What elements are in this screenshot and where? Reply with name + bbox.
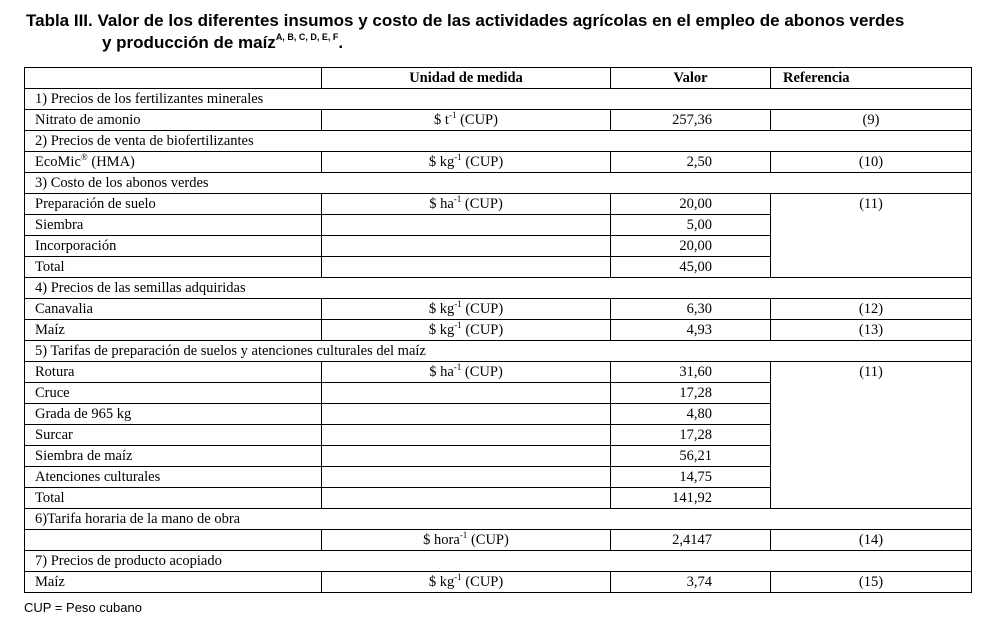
footnote: CUP = Peso cubano (24, 600, 142, 615)
row-reference: (11) (771, 362, 972, 509)
header-blank (25, 68, 322, 89)
row-reference: (14) (771, 530, 972, 551)
row-label: Cruce (25, 383, 322, 404)
row-reference: (12) (771, 299, 972, 320)
row-value: 3,74 (611, 572, 771, 593)
row-label: Preparación de suelo (25, 194, 322, 215)
row-unit (322, 215, 611, 236)
section-title: 5) Tarifas de preparación de suelos y atenciones culturales del maíz (25, 341, 972, 362)
title-period: . (338, 33, 344, 52)
section-row (25, 89, 972, 110)
row-unit: $ $kg^{-1}$ (CUP) (322, 152, 611, 173)
row-unit (322, 467, 611, 488)
row-unit (322, 404, 611, 425)
row-label: Incorporación (25, 236, 322, 257)
row-value: 4,93 (611, 320, 771, 341)
row-label: Surcar (25, 425, 322, 446)
row-value: 20,00 (611, 236, 771, 257)
row-unit (322, 257, 611, 278)
row-reference: (11) (771, 194, 972, 278)
row-unit: $ $ha^{-1}$ (CUP) (322, 362, 611, 383)
row-unit (322, 236, 611, 257)
row-value: 6,30 (611, 299, 771, 320)
row-value: 17,28 (611, 383, 771, 404)
section-row (25, 509, 972, 530)
table-title (26, 10, 976, 54)
row-label: EcoMic® (HMA) (25, 152, 322, 173)
section-title: 7) Precios de producto acopiado (25, 551, 972, 572)
row-unit: $ $kg^{-1}$ (CUP) (322, 572, 611, 593)
row-value: 31,60 (611, 362, 771, 383)
row-reference: (13) (771, 320, 972, 341)
row-label: Total (25, 257, 322, 278)
section-title: 1) Precios de los fertilizantes minerales (25, 89, 972, 110)
row-value: 5,00 (611, 215, 771, 236)
table-row (25, 320, 972, 341)
row-unit (322, 425, 611, 446)
row-label: Siembra (25, 215, 322, 236)
row-value: 17,28 (611, 425, 771, 446)
row-unit (322, 446, 611, 467)
title-line-2-text: y producción de maíz (102, 33, 276, 52)
row-label: Grada de 965 kg (25, 404, 322, 425)
header-unit: Unidad de medida (322, 68, 611, 89)
title-superscripts: A, B, C, D, E, F (275, 32, 339, 42)
row-unit (322, 383, 611, 404)
row-unit: $ $t^{-1}$ (CUP) (322, 110, 611, 131)
table-row (25, 194, 972, 215)
section-row (25, 278, 972, 299)
header-value: Valor (611, 68, 771, 89)
row-label: Maíz (25, 572, 322, 593)
row-label: Nitrato de amonio (25, 110, 322, 131)
row-unit (322, 488, 611, 509)
table-row (25, 299, 972, 320)
row-label: Canavalia (25, 299, 322, 320)
row-reference: (9) (771, 110, 972, 131)
row-value: 56,21 (611, 446, 771, 467)
row-label: Maíz (25, 320, 322, 341)
section-row (25, 341, 972, 362)
row-unit: $ hora$^{-1}$ (CUP) (322, 530, 611, 551)
row-unit: $ $kg^{-1}$ (CUP) (322, 320, 611, 341)
row-value: 45,00 (611, 257, 771, 278)
row-unit: $ $ha^{-1}$ (CUP) (322, 194, 611, 215)
section-row (25, 131, 972, 152)
row-value: 2,50 (611, 152, 771, 173)
row-reference: (10) (771, 152, 972, 173)
section-row (25, 551, 972, 572)
header-row (25, 68, 972, 89)
table-row (25, 362, 972, 383)
row-label (25, 530, 322, 551)
row-label: Siembra de maíz (25, 446, 322, 467)
title-line-1: Tabla III. Valor de los diferentes insumos y costo de las actividades agrícolas en el empleo de abonos verdes (26, 11, 905, 30)
table-row (25, 110, 972, 131)
row-value: 20,00 (611, 194, 771, 215)
row-label: Rotura (25, 362, 322, 383)
table-row (25, 530, 972, 551)
row-value: 14,75 (611, 467, 771, 488)
row-value: 2,4147 (611, 530, 771, 551)
table-row (25, 152, 972, 173)
row-value: 257,36 (611, 110, 771, 131)
header-reference: Referencia (771, 68, 972, 89)
section-title: 3) Costo de los abonos verdes (25, 173, 972, 194)
row-unit: $ $kg^{-1}$ (CUP) (322, 299, 611, 320)
table-row (25, 572, 972, 593)
row-value: 141,92 (611, 488, 771, 509)
row-reference: (15) (771, 572, 972, 593)
title-line-2 (26, 32, 976, 54)
data-table (24, 67, 972, 593)
section-row (25, 173, 972, 194)
section-title: 6)Tarifa horaria de la mano de obra (25, 509, 972, 530)
section-title: 2) Precios de venta de biofertilizantes (25, 131, 972, 152)
row-value: 4,80 (611, 404, 771, 425)
row-label: Total (25, 488, 322, 509)
section-title: 4) Precios de las semillas adquiridas (25, 278, 972, 299)
row-label: Atenciones culturales (25, 467, 322, 488)
